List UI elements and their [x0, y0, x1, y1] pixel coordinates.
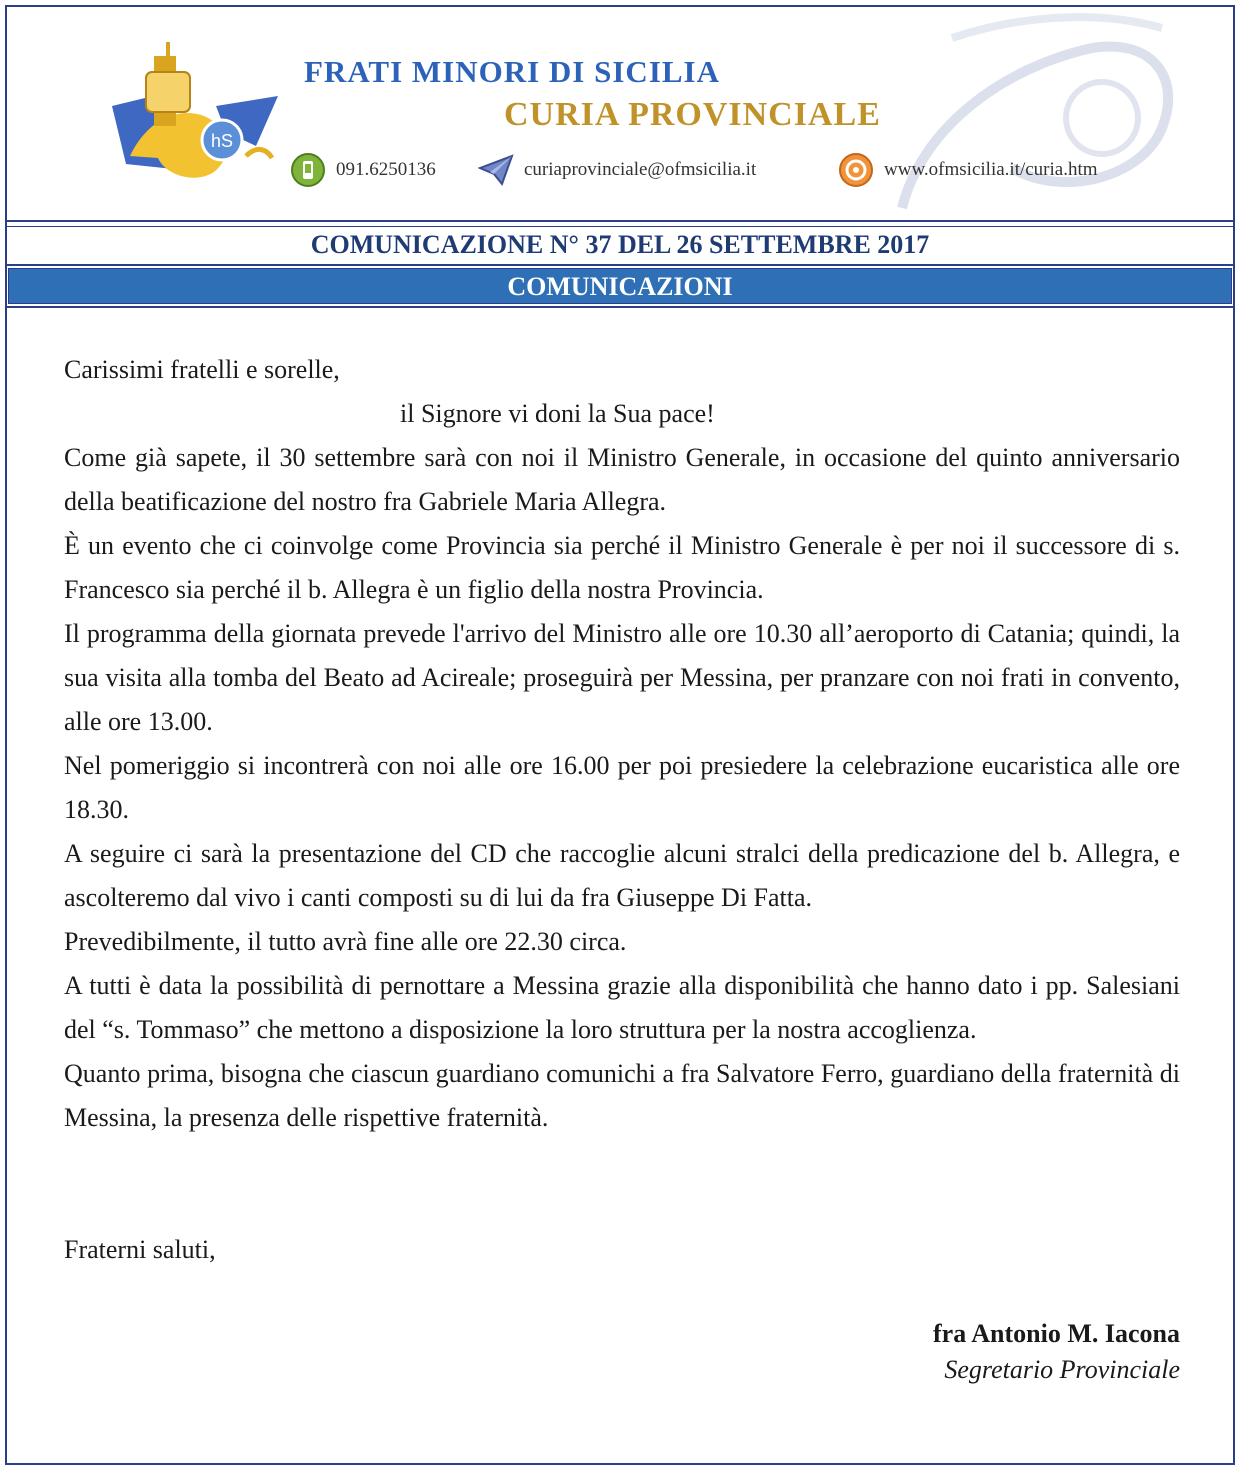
blessing: il Signore vi doni la Sua pace!	[400, 399, 715, 428]
logo-monogram: hS	[210, 131, 234, 151]
letterhead-title-order: FRATI MINORI DI SICILIA	[304, 54, 721, 89]
contact-web	[838, 150, 1098, 190]
phone-number: 091.6250136	[336, 159, 436, 180]
email-address[interactable]: curiaprovinciale@ofmsicilia.it	[524, 159, 757, 180]
paragraph: Prevedibilmente, il tutto avrà fine alle ore 22.30 circa.	[64, 927, 627, 956]
signature-name: fra Antonio M. Iacona	[933, 1319, 1180, 1348]
paragraph: È un evento che ci coinvolge come Provincia sia perché il Ministro Generale è per noi il successore di s. Francesco sia perché il b. Allegra è un figlio della nostra Provincia.	[64, 531, 1180, 604]
paragraph: A seguire ci sarà la presentazione del CD che raccoglie alcuni stralci della predicazione del b. Allegra, e ascolteremo dal vivo i canti composti su di lui da fra Giuseppe Di Fatta.	[64, 839, 1180, 912]
signature-role: Segretario Provinciale	[944, 1355, 1180, 1384]
paragraph: Il programma della giornata prevede l'arrivo del Ministro alle ore 10.30 all’aeroporto di Catania; quindi, la sua visita alla tomba del Beato ad Acireale; proseguirà per Messina, per pranzare con noi frati in convento, alle ore 13.00.	[64, 619, 1180, 736]
web-icon	[838, 152, 874, 188]
section-band-label: COMUNICAZIONI	[8, 268, 1232, 304]
paragraph: A tutti è data la possibilità di pernottare a Messina grazie alla disponibilità che hanno dato i pp. Salesiani del “s. Tommaso” che mettono a disposizione la loro struttura per la nostra accoglienza.	[64, 971, 1180, 1044]
communication-title: COMUNICAZIONE N° 37 DEL 26 SETTEMBRE 2017	[310, 230, 930, 259]
order-logo	[106, 36, 284, 186]
phone-icon	[290, 152, 326, 188]
email-icon	[478, 152, 514, 188]
website-url[interactable]: www.ofmsicilia.it/curia.htm	[884, 159, 1098, 180]
paragraph: Nel pomeriggio si incontrerà con noi alle ore 16.00 per poi presiedere la celebrazione eucaristica alle ore 18.30.	[64, 751, 1180, 824]
contact-email	[478, 150, 756, 190]
section-band	[5, 264, 1235, 308]
letter-body	[64, 348, 1180, 1140]
closing: Fraterni saluti,	[64, 1235, 216, 1264]
greeting: Carissimi fratelli e sorelle,	[64, 355, 340, 384]
paragraph: Come già sapete, il 30 settembre sarà con noi il Ministro Generale, in occasione del quinto anniversario della beatificazione del nostro fra Gabriele Maria Allegra.	[64, 443, 1180, 516]
contact-phone	[290, 150, 436, 190]
divider	[5, 220, 1235, 222]
paragraph: Quanto prima, bisogna che ciascun guardiano comunichi a fra Salvatore Ferro, guardiano della fraternità di Messina, la presenza delle rispettive fraternità.	[64, 1059, 1180, 1132]
letterhead-title-curia: CURIA PROVINCIALE	[504, 96, 881, 133]
letterhead	[8, 8, 1232, 220]
